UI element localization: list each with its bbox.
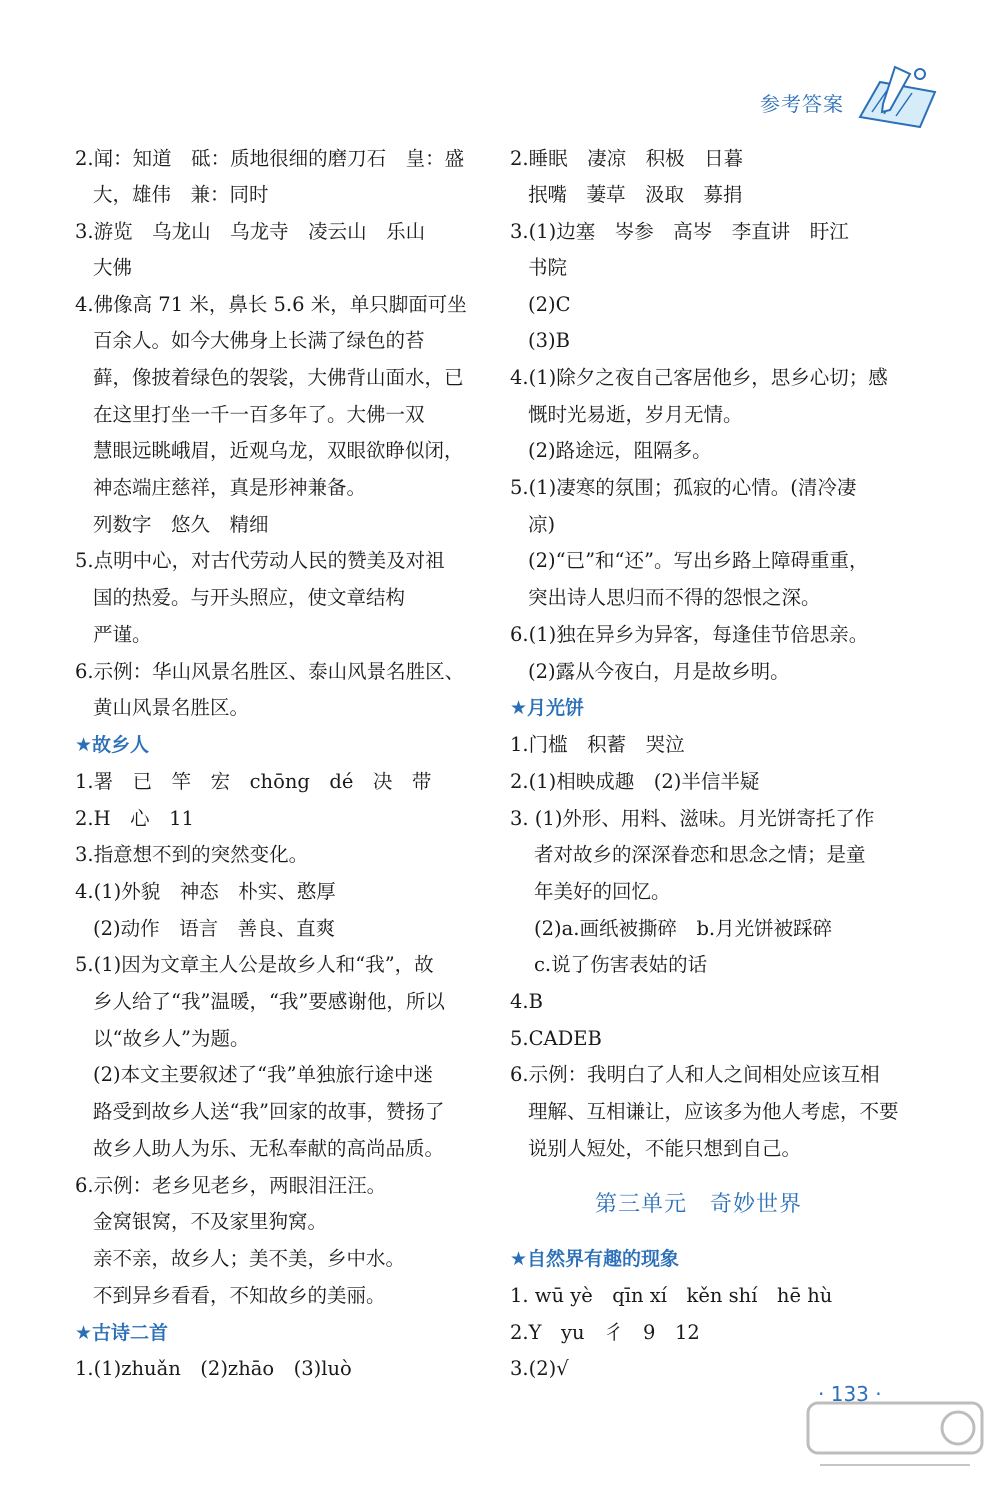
- text-line: 3.(1)边塞 岑参 高岑 李直讲 盱江: [510, 220, 849, 243]
- text-line: (2)C: [528, 293, 571, 316]
- section-heading-yueguangbing: ★月光饼: [510, 697, 585, 719]
- text-line: 书院: [528, 256, 568, 279]
- section-heading-guxiangren: ★故乡人: [75, 734, 150, 756]
- text-line: 者对故乡的深深眷恋和思念之情；是童: [534, 843, 866, 866]
- text-line: (2)a.画纸被撕碎 b.月光饼被踩碎: [534, 917, 833, 940]
- text-line: 金窝银窝，不及家里狗窝。: [93, 1210, 328, 1233]
- text-line: (2)动作 语言 善良、直爽: [93, 917, 336, 940]
- text-line: 故乡人助人为乐、无私奉献的高尚品质。: [93, 1137, 445, 1160]
- text-line: 2.H 心 11: [75, 807, 194, 830]
- text-line: 不到异乡看看，不知故乡的美丽。: [93, 1284, 386, 1307]
- text-line: 突出诗人思归而不得的怨恨之深。: [528, 586, 821, 609]
- text-line: 5.点明中心，对古代劳动人民的赞美及对祖: [75, 549, 445, 572]
- text-line: (3)B: [528, 329, 570, 352]
- text-line: 慨时光易逝，岁月无情。: [528, 403, 743, 426]
- text-line: 5.(1)凄寒的氛围；孤寂的心情。(清冷凄: [510, 476, 857, 499]
- text-line: 以“故乡人”为题。: [93, 1027, 250, 1050]
- text-line: 藓，像披着绿色的袈裟，大佛背山面水，已: [93, 366, 464, 389]
- text-line: 神态端庄慈祥，真是形神兼备。: [93, 476, 367, 499]
- text-line: 抿嘴 萋草 汲取 募捐: [528, 183, 743, 206]
- text-line: 1.署 已 竿 宏 chōng dé 决 带: [75, 770, 432, 793]
- unit-heading: 第三单元 奇妙世界: [595, 1192, 803, 1217]
- text-line: 2.睡眠 凄凉 积极 日暮: [510, 147, 744, 170]
- text-line: 理解、互相谦让，应该多为他人考虑，不要: [528, 1100, 899, 1123]
- text-line: c.说了伤害表姑的话: [534, 953, 708, 976]
- watermark-logo: [800, 1395, 990, 1489]
- text-line: 列数字 悠久 精细: [93, 513, 269, 536]
- text-line: 3.(2)√: [510, 1357, 569, 1380]
- text-line: 4.(1)除夕之夜自己客居他乡，思乡心切；感: [510, 366, 888, 389]
- text-line: 在这里打坐一千一百多年了。大佛一双: [93, 403, 425, 426]
- notebook-pencil-icon: [850, 62, 940, 136]
- text-line: (2)“已”和“还”。写出乡路上障碍重重，: [528, 549, 869, 572]
- text-line: 6.示例：我明白了人和人之间相处应该互相: [510, 1063, 880, 1086]
- text-line: 黄山风景名胜区。: [93, 696, 250, 719]
- text-line: 6.示例：老乡见老乡，两眼泪汪汪。: [75, 1174, 387, 1197]
- text-line: 严谨。: [93, 623, 152, 646]
- text-line: 4.佛像高 71 米，鼻长 5.6 米，单只脚面可坐: [75, 293, 467, 316]
- text-line: 5.(1)因为文章主人公是故乡人和“我”，故: [75, 953, 434, 976]
- text-line: (2)本文主要叙述了“我”单独旅行途中迷: [93, 1063, 434, 1086]
- page-number: · 133 ·: [818, 1382, 882, 1406]
- text-line: (2)路途远，阻隔多。: [528, 439, 712, 462]
- text-line: 1. wū yè qīn xí kěn shí hē hù: [510, 1284, 833, 1307]
- text-line: 6.(1)独在异乡为异客，每逢佳节倍思亲。: [510, 623, 869, 646]
- text-line: 3. (1)外形、用料、滋味。月光饼寄托了作: [510, 807, 875, 830]
- text-line: 凉): [528, 513, 556, 536]
- text-line: 年美好的回忆。: [534, 880, 671, 903]
- header-title: 参考答案: [760, 92, 844, 116]
- text-line: 4.B: [510, 990, 543, 1013]
- text-line: 亲不亲，故乡人；美不美，乡中水。: [93, 1247, 406, 1270]
- section-heading-gushi: ★古诗二首: [75, 1322, 169, 1344]
- text-line: 路受到故乡人送“我”回家的故事，赞扬了: [93, 1100, 445, 1123]
- text-line: 2.(1)相映成趣 (2)半信半疑: [510, 770, 760, 793]
- text-line: 大，雄伟 兼：同时: [93, 183, 269, 206]
- text-line: 乡人给了“我”温暖，“我”要感谢他，所以: [93, 990, 445, 1013]
- text-line: 6.示例：华山风景名胜区、泰山风景名胜区、: [75, 660, 465, 683]
- text-line: 2.Y yu 彳 9 12: [510, 1321, 700, 1344]
- text-line: 慧眼远眺峨眉，近观乌龙，双眼欲睁似闭，: [93, 439, 464, 462]
- text-line: 3.指意想不到的突然变化。: [75, 843, 309, 866]
- text-line: 说别人短处，不能只想到自己。: [528, 1137, 802, 1160]
- section-heading-ziranjie: ★自然界有趣的现象: [510, 1248, 680, 1270]
- text-line: 1.门槛 积蓄 哭泣: [510, 733, 685, 756]
- text-line: 3.游览 乌龙山 乌龙寺 凌云山 乐山: [75, 220, 426, 243]
- text-line: (2)露从今夜白，月是故乡明。: [528, 660, 790, 683]
- text-line: 大佛: [93, 256, 133, 279]
- text-line: 4.(1)外貌 神态 朴实、憨厚: [75, 880, 336, 903]
- text-line: 1.(1)zhuǎn (2)zhāo (3)luò: [75, 1357, 352, 1380]
- text-line: 2.闻：知道 砥：质地很细的磨刀石 皇：盛: [75, 147, 465, 170]
- text-line: 国的热爱。与开头照应，使文章结构: [93, 586, 406, 609]
- text-line: 百余人。如今大佛身上长满了绿色的苔: [93, 329, 425, 352]
- text-line: 5.CADEB: [510, 1027, 602, 1050]
